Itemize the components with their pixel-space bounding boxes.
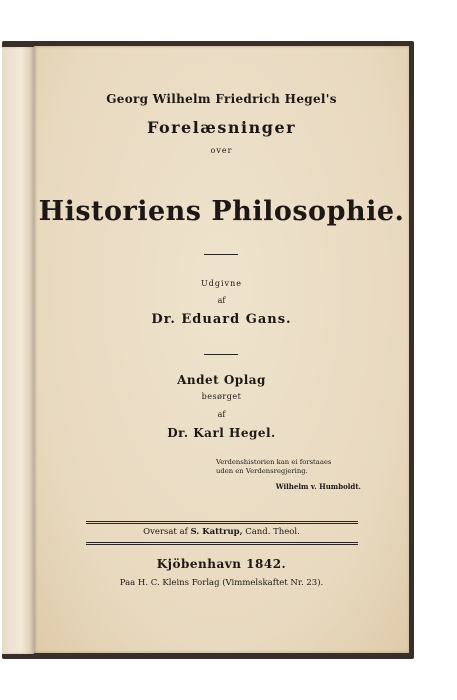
work-line: Forelæsninger [146,118,297,137]
author-line: Georg Wilhelm Friedrich Hegel's [106,92,337,106]
over-text: over [210,146,233,155]
besorget-text: besørget [201,392,242,401]
publisher-line: Paa H. C. Kleins Forlag (Vimmelskaftet Nr. 23). [119,578,324,588]
divider-2 [204,354,238,355]
motto-author: Wilhelm v. Humboldt. [275,482,361,491]
motto-line-2: uden en Verdensregjering. [216,467,308,475]
main-title: Historiens Philosophie. [38,196,405,227]
second-editor-name: Dr. Karl Hegel. [167,426,276,440]
translator-line [34,527,409,537]
rule-bottom-1 [86,542,358,543]
motto [216,458,376,476]
editor-name: Dr. Eduard Gans. [151,312,292,327]
rule-top-1 [86,521,358,522]
page-edge [2,47,34,654]
place-year: Kjöbenhavn 1842. [156,557,287,571]
af-text-2: af [217,410,226,419]
translator-name: S. Kattrup, [190,527,243,537]
af-text-1: af [217,296,226,305]
divider-1 [204,254,238,255]
udgivne-text: Udgivne [201,279,242,288]
edition-text: Andet Oplag [177,373,266,387]
title-page [34,46,409,653]
translator-title: Cand. Theol. [245,527,300,537]
rule-top-2 [86,523,358,524]
rule-bottom-2 [86,544,358,545]
translator-prefix: Oversat af [143,527,188,537]
motto-line-1: Verdenshistorien kan ei forstaaes [216,458,332,466]
